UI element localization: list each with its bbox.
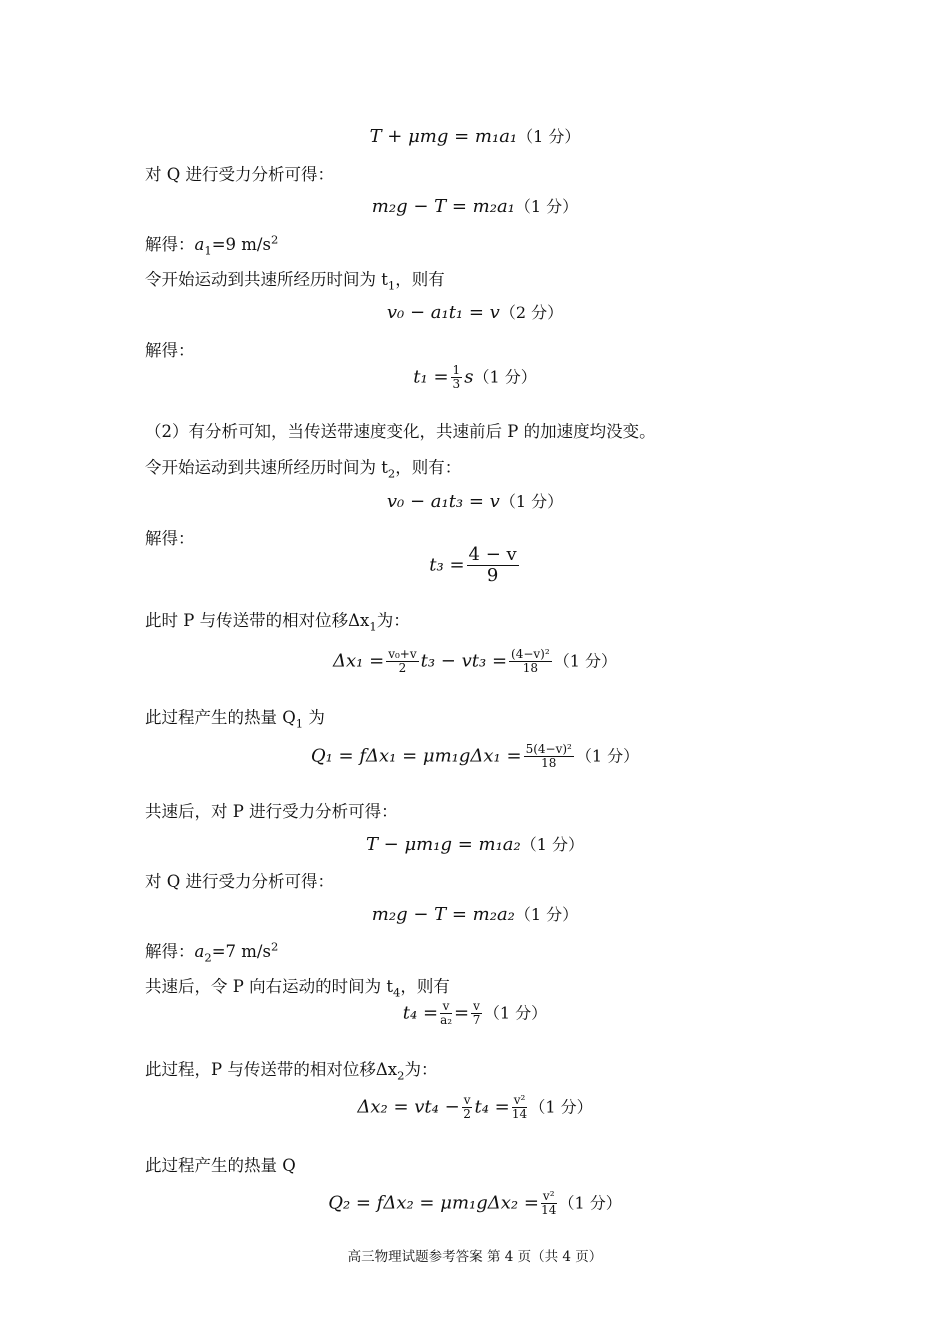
text-line: 此过程产生的热量 $Q_1$ 为: [145, 708, 325, 731]
equation-6: t₃ = $\frac{4 - v}{9}$: [429, 544, 517, 586]
text-line: 解得：$a_2=7$ $m/s^2$: [145, 939, 279, 965]
equation-1: T + μmg = m₁a₁（1 分）: [369, 126, 581, 147]
text-line: 此时 P 与传送带的相对位移$\Delta x_1$为：: [145, 611, 410, 634]
equation-11: t₄ = $\frac{v}{\text{a₂}}$ = $\frac{v}{7}$ （1 分）: [402, 999, 548, 1028]
text-line: 此过程产生的热量 Q: [145, 1156, 296, 1175]
equation-12: Δx₂ = vt₄ − $\frac{v}{2}$ t₄ = $\frac{\text{v²}}{14}$ （1 分）: [357, 1093, 593, 1122]
text-line: 解得：: [145, 529, 195, 548]
text-line: 对 Q 进行受力分析可得：: [145, 872, 335, 891]
equation-13: Q₂ = fΔx₂ = μm₁gΔx₂ = $\frac{\text{v²}}{14}$ （1 分）: [328, 1189, 622, 1218]
equation-3: v₀ − a₁t₁ = v（2 分）: [386, 302, 564, 323]
text-line: 对 Q 进行受力分析可得：: [145, 165, 335, 184]
page-footer: 高三物理试题参考答案 第 4 页（共 4 页）: [347, 1249, 603, 1265]
text-line: 令开始运动到共速所经历时间为 $t_1$，则有: [145, 270, 445, 293]
text-line: （2）有分析可知，当传送带速度变化，共速前后 P 的加速度均没变。: [145, 422, 656, 441]
equation-9: T − μm₁g = m₁a₂（1 分）: [365, 834, 585, 855]
equation-4: t₁ = $\frac{1}{3}$ s（1 分）: [413, 363, 537, 392]
equation-2: m₂g − T = m₂a₁（1 分）: [371, 196, 579, 217]
equation-7: Δx₁ = $\frac{\text{v₀+v}}{2}$ t₃ − vt₃ = $\frac{\text{(4−v)²}}{18}$ （1 分）: [333, 647, 617, 676]
text-line: 共速后，对 P 进行受力分析可得：: [145, 802, 398, 821]
equation-10: m₂g − T = m₂a₂（1 分）: [371, 904, 579, 925]
text-line: 共速后，令 P 向右运动的时间为 $t_4$，则有: [145, 977, 450, 1000]
equation-8: Q₁ = fΔx₁ = μm₁gΔx₁ = $\frac{\text{5(4−v)²}}{18}$ （1 分）: [310, 742, 640, 771]
text-line: 令开始运动到共速所经历时间为 $t_2$，则有：: [145, 458, 462, 481]
equation-5: v₀ − a₁t₃ = v（1 分）: [386, 491, 564, 512]
text-line: 解得：$a_1=9$ $m/s^2$: [145, 232, 279, 258]
text-line: 此过程，P 与传送带的相对位移$\Delta x_2$为：: [145, 1060, 438, 1083]
text-line: 解得：: [145, 341, 195, 360]
